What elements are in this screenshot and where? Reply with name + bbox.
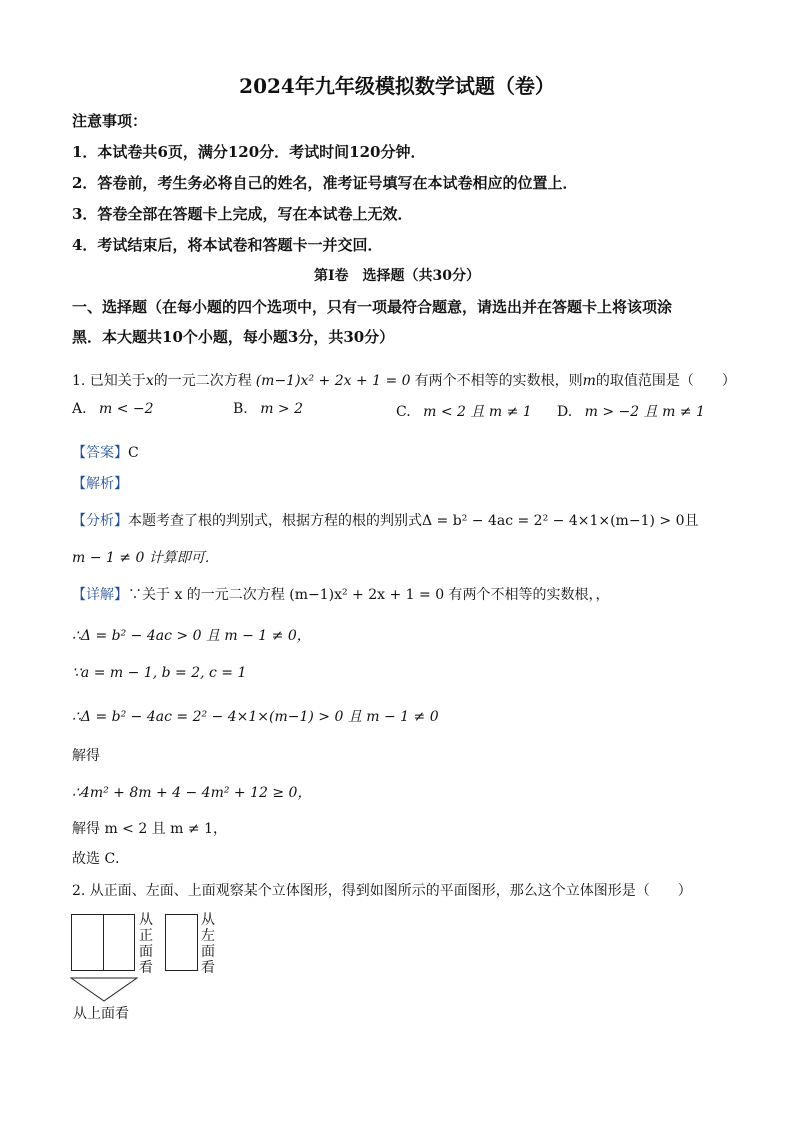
q1-suffix: 有两个不相等的实数根，则 bbox=[414, 373, 583, 389]
option-text: m > 2 bbox=[260, 401, 304, 417]
q1-step-1: ∴Δ = b² − 4ac > 0 且 m − 1 ≠ 0， bbox=[72, 628, 311, 644]
q1-mid: 的一元二次方程 bbox=[153, 373, 252, 389]
fenxi-tag: 【分析】 bbox=[72, 513, 128, 529]
section-title: 第Ⅰ卷 选择题（共30分） bbox=[313, 268, 481, 284]
q1-option-a bbox=[72, 401, 154, 417]
left-view-label: 从左面看 bbox=[201, 912, 215, 976]
q2-stem: 2. 从正面、左面、上面观察某个立体图形，得到如图所示的平面图形，那么这个立体图形是（ ） bbox=[72, 883, 692, 899]
q1-suffix2: 的取值范围是（ ） bbox=[595, 373, 736, 389]
q1-option-c bbox=[396, 401, 532, 421]
xiangjie-text: ∵关于 x 的一元二次方程 (m−1)x² + 2x + 1 = 0 有两个不相等的实数根，， bbox=[128, 587, 610, 603]
top-view-triangle bbox=[70, 977, 138, 1003]
xiangjie-tag: 【详解】 bbox=[72, 587, 128, 603]
answer-value: C bbox=[128, 445, 139, 461]
option-label: A. bbox=[72, 401, 87, 417]
q1-equation: (m−1)x² + 2x + 1 = 0 bbox=[255, 373, 411, 389]
page-title: 2024年九年级模拟数学试题（卷） bbox=[239, 74, 555, 98]
answer-tag: 【答案】 bbox=[72, 445, 128, 461]
q1-fenxi-2: m − 1 ≠ 0 计算即可． bbox=[72, 550, 219, 566]
q1-option-d bbox=[557, 401, 705, 421]
q1-step-6: 解得 m < 2 且 m ≠ 1， bbox=[72, 821, 227, 837]
q1-step-7: 故选 C． bbox=[72, 851, 130, 867]
q1-step-4: 解得 bbox=[72, 748, 100, 764]
notice-item-4: 4．考试结束后，将本试卷和答题卡一并交回． bbox=[72, 236, 383, 254]
fenxi-text: 本题考查了根的判别式，根据方程的根的判别式Δ = b² − 4ac = 2² − 4×1×(m−1) > 0且 bbox=[128, 513, 699, 529]
notice-item-1: 1．本试卷共6页，满分120分．考试时间120分钟． bbox=[72, 143, 426, 161]
option-text: m > −2 且 m ≠ 1 bbox=[584, 404, 705, 420]
option-text: m < −2 bbox=[99, 401, 154, 417]
option-label: B. bbox=[233, 401, 248, 417]
q1-step-5: ∴4m² + 8m + 4 − 4m² + 12 ≥ 0， bbox=[72, 785, 312, 801]
q1-fenxi bbox=[72, 510, 698, 530]
q1-stem bbox=[72, 370, 736, 390]
q1-var-m: m bbox=[582, 373, 596, 389]
top-view-label: 从上面看 bbox=[73, 1006, 129, 1022]
notice-heading: 注意事项： bbox=[72, 112, 148, 130]
front-view-divider bbox=[103, 914, 104, 971]
front-view-label: 从正面看 bbox=[139, 912, 153, 976]
part-one-line-2: 黑．本大题共10个小题，每小题3分，共30分） bbox=[72, 328, 395, 346]
q1-var-x: x bbox=[145, 373, 154, 389]
notice-item-2: 2．答卷前，考生务必将自己的姓名，准考证号填写在本试卷相应的位置上． bbox=[72, 174, 578, 192]
q1-prefix: 1. 已知关于 bbox=[72, 373, 146, 389]
option-text: m < 2 且 m ≠ 1 bbox=[423, 404, 532, 420]
q1-step-3: ∴Δ = b² − 4ac = 2² − 4×1×(m−1) > 0 且 m − 1 ≠ 0 bbox=[72, 709, 439, 725]
analysis-tag: 【解析】 bbox=[72, 476, 128, 492]
q1-answer bbox=[72, 442, 139, 462]
left-view-rect bbox=[165, 914, 198, 971]
option-label: D. bbox=[557, 404, 573, 420]
notice-item-3: 3．答卷全部在答题卡上完成，写在本试卷上无效． bbox=[72, 205, 413, 223]
q1-step-2: ∵a = m − 1, b = 2, c = 1 bbox=[72, 665, 247, 681]
part-one-line-1: 一、选择题（在每小题的四个选项中，只有一项最符合题意，请选出并在答题卡上将该项涂 bbox=[72, 298, 673, 316]
q1-xiangjie bbox=[72, 584, 610, 604]
q1-option-b bbox=[233, 401, 303, 417]
option-label: C. bbox=[396, 404, 411, 420]
